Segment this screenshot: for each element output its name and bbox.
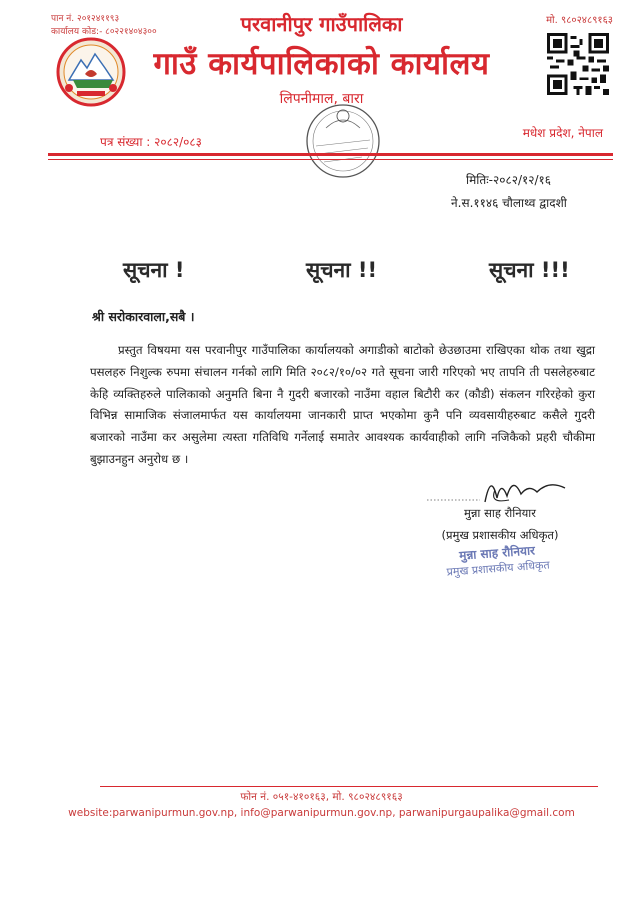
stamp-name: मुन्ना साह रौनियार	[458, 543, 536, 563]
header-phone: मो. ९८०२४८९१६३	[546, 15, 613, 26]
reference-number: पत्र संख्या : २०८२/०८३	[100, 135, 202, 149]
name-stamp	[417, 538, 580, 593]
notice-heading-3: सूचना !!!	[489, 258, 570, 282]
header-divider	[48, 153, 613, 156]
stamp-designation: प्रमुख प्रशासकीय अधिकृत	[446, 558, 551, 579]
office-code: कार्यालय कोड:- ८०२२१४०४३००	[51, 27, 157, 37]
letter-date: मितिः-२०८२/१२/१६	[466, 173, 551, 187]
notice-body: प्रस्तुत विषयमा यस परवानीपुर गाउँपालिका कार्यालयको अगाडीको बाटोको छेउछाउमा राखिएका थोक तथा खुद्रा पसलहरु निशुल्क रुपमा संचालन गर्नको लागि मिति २०८२/१०/०२ गते सूचना जारी गरिएको भए तापनि ती पसलेहरुबाट केहि व्यक्तिहरुले पालिकाको अनुमति बिना नै गुदरी बजारको नाउँमा वहाल बिटौरी कर (कौडी) संकलन गरिरहेको कुरा विभिन्न सामाजिक संजालमार्फत यस कार्यालयमा जानकारी प्राप्त भएकोमा कुनै पनि व्यवसायीहरुबाट कसैले गुदरी बजारको नाउँमा कर असुलेमा त्यस्ता गतिविधि गर्नेलाई समातेर आवश्यक कार्यवाहीको लागि नजिकैको प्रहरी चौकीमा बुझाउनहुन अनुरोध छ ।	[90, 343, 595, 466]
office-address: लिपनीमाल, बारा	[279, 91, 364, 107]
salutation: श्री सरोकारवाला,सबै ।	[92, 309, 195, 324]
signatory-name: मुन्ना साह रौनियार	[464, 506, 536, 520]
footer-phone: फोन नं. ०५१-४१०१६३, मो. ९८०२४८९१६३	[240, 791, 403, 803]
footer-divider	[100, 786, 598, 787]
office-title: गाउँ कार्यपालिकाको कार्यालय	[153, 46, 490, 82]
notice-heading-2: सूचना !!	[306, 258, 378, 282]
handwritten-signature	[425, 470, 575, 510]
pan-number: पान नं. २०१२४११९३	[51, 14, 120, 24]
office-seal-stamp	[296, 100, 390, 182]
org-name: परवानीपुर गाउँपालिका	[240, 12, 403, 36]
province-label: मधेश प्रदेश, नेपाल	[522, 126, 603, 140]
notice-heading-1: सूचना !	[123, 258, 185, 282]
signatory-designation: (प्रमुख प्रशासकीय अधिकृत)	[441, 528, 559, 542]
footer-website: website:parwanipurmun.gov.np, info@parwanipurmun.gov.np, parwanipurgaupalika@gmail.com	[68, 807, 575, 819]
header-divider-thin	[48, 159, 613, 160]
nepal-samvat-date: ने.स.११४६ चौलाथ्व द्वादशी	[451, 196, 567, 210]
